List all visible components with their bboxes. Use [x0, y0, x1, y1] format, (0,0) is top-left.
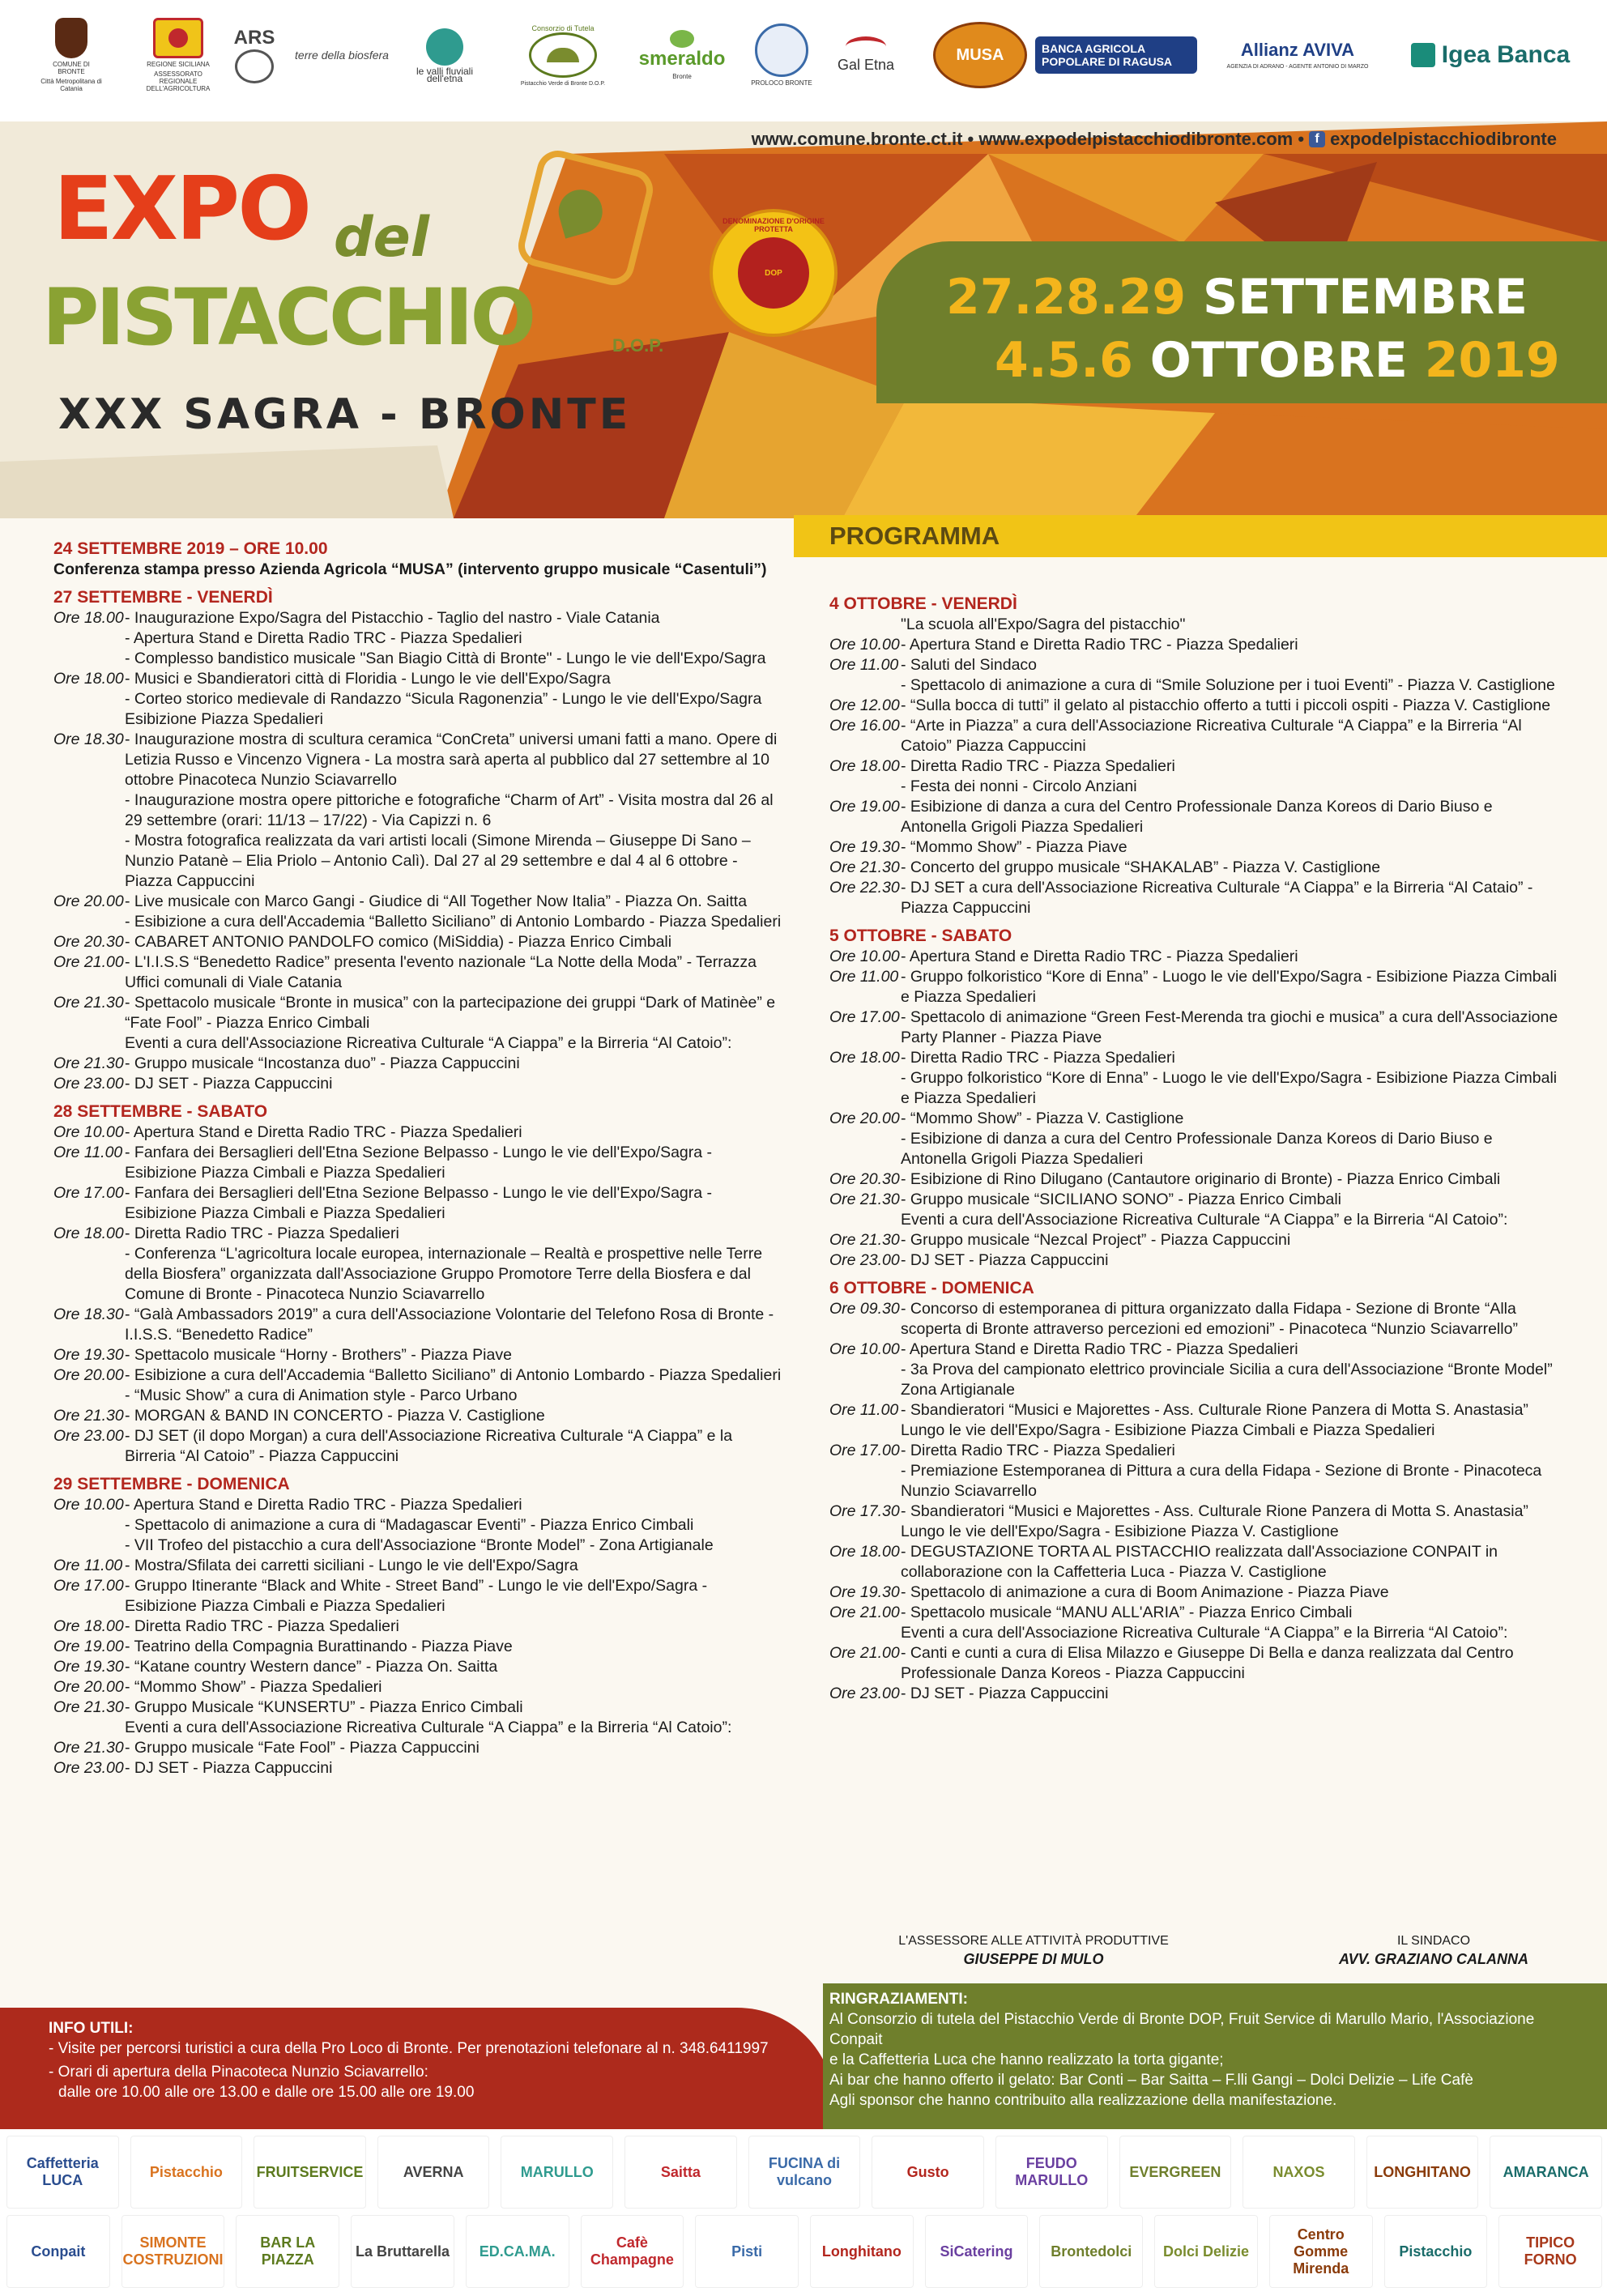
- schedule-row: [53, 1637, 782, 1657]
- event-time: Ore 23.00: [829, 1251, 900, 1269]
- schedule-row: [829, 1109, 1558, 1129]
- title-sagra: XXX SAGRA - BRONTE: [58, 390, 632, 439]
- event-description: - Conferenza “L'agricoltura locale europea, internazionale – Realtà e prospettive nelle Terre della Biosfera” organizzata dall'Associazione Gruppo Promotore Terre della Biosfera e dal Comune di Bronte - Pinacoteca Nunzio Sciavarrello: [125, 1245, 763, 1303]
- schedule-row: [53, 1576, 782, 1617]
- event-description: - Diretta Radio TRC - Piazza Spedalieri: [901, 1049, 1175, 1067]
- title-pistacchio: PISTACCHIO: [42, 272, 534, 363]
- title-expo: EXPO: [53, 159, 310, 260]
- sponsor-logo: Centro Gomme Mirenda: [1269, 2215, 1373, 2288]
- event-description: - Esibizione a cura dell'Accademia “Balletto Siciliano” di Antonio Lombardo - Piazza Spedalieri: [125, 1366, 782, 1384]
- sponsor-logo: Conpait: [6, 2215, 110, 2288]
- event-time: Ore 10.00: [829, 1340, 900, 1358]
- top-sponsor-bar: [0, 0, 1607, 121]
- sponsor-logo: Brontedolci: [1039, 2215, 1143, 2288]
- event-description: - “Mommo Show” - Piazza Piave: [901, 838, 1127, 856]
- event-description: - “Arte in Piazza” a cura dell'Associazione Ricreativa Culturale “A Ciappa” e la Birreria “Al Catoio” Piazza Cappuccini: [901, 717, 1522, 755]
- day-heading: 27 SETTEMBRE - VENERDÌ: [53, 588, 273, 607]
- sponsor-gal-etna: Gal Etna: [829, 18, 902, 92]
- signature-sindaco: IL SINDACO AVV. GRAZIANO CALANNA: [1338, 1934, 1528, 1967]
- event-time: Ore 20.00: [829, 1110, 900, 1127]
- sponsor-banca-agricola: BANCA AGRICOLA POPOLARE DI RAGUSA: [1035, 18, 1197, 92]
- event-description: - Spettacolo musicale “MANU ALL'ARIA” - Piazza Enrico Cimbali: [901, 1604, 1353, 1621]
- event-description: - DJ SET (il dopo Morgan) a cura dell'Associazione Ricreativa Culturale “A Ciappa” e la Birreria “Al Catoio” - Piazza Cappuccini: [125, 1427, 733, 1465]
- sponsor-logo: Pistacchio: [1384, 2215, 1488, 2288]
- event-description: - Saluti del Sindaco: [901, 656, 1038, 674]
- event-time: Ore 23.00: [829, 1685, 900, 1702]
- event-description: - Corteo storico medievale di Randazzo “Sicula Ragonenzia” - Lungo le vie dell'Expo/Sagra Esibizione Piazza Spedalieri: [125, 690, 762, 728]
- title-del: del: [334, 206, 430, 270]
- event-description: - Premiazione Estemporanea di Pittura a cura della Fidapa - Sezione di Bronte - Pinacoteca Nunzio Sciavarrello: [901, 1462, 1542, 1500]
- schedule-row: [829, 1502, 1558, 1542]
- sponsor-logo: Caffetteria LUCA: [6, 2136, 119, 2209]
- schedule-row: [53, 1556, 782, 1576]
- schedule-row: [829, 1542, 1558, 1582]
- title-dop: D.O.P.: [612, 335, 664, 356]
- event-time: Ore 17.00: [829, 1008, 900, 1026]
- event-time: Ore 11.00: [829, 1401, 899, 1419]
- event-time: Ore 18.30: [53, 731, 124, 748]
- info-line: - Orari di apertura della Pinacoteca Nunzio Sciavarrello:: [49, 2064, 428, 2081]
- event-description: - Spettacolo di animazione “Green Fest-Merenda tra giochi e musica” a cura dell'Associazione Party Planner - Piazza Piave: [901, 1008, 1558, 1046]
- event-time: Ore 19.30: [53, 1658, 124, 1676]
- event-time: Ore 19.30: [829, 1583, 900, 1601]
- event-time: Ore 21.30: [53, 1698, 124, 1716]
- sponsor-logo: FUCINA di vulcano: [748, 2136, 861, 2209]
- websites-line: [752, 123, 1557, 155]
- event-time: Ore 20.00: [53, 1366, 124, 1384]
- event-description: - Concerto del gruppo musicale “SHAKALAB” - Piazza V. Castiglione: [901, 858, 1381, 876]
- event-time: Ore 21.00: [829, 1604, 900, 1621]
- event-description: - Diretta Radio TRC - Piazza Spedalieri: [901, 757, 1175, 775]
- event-description: - “Mommo Show” - Piazza V. Castiglione: [901, 1110, 1184, 1127]
- event-time: Ore 21.30: [53, 994, 124, 1012]
- websites-text[interactable]: www.comune.bronte.ct.it • www.expodelpistacchiodibronte.com •: [751, 129, 1305, 149]
- event-description: - Spettacolo musicale “Horny - Brothers” - Piazza Piave: [125, 1346, 512, 1364]
- sponsor-logo: FRUITSERVICE: [254, 2136, 366, 2209]
- proloco-emblem-icon: [755, 23, 808, 77]
- footer-sponsor-strip: [0, 2129, 1607, 2296]
- schedule-row: [829, 878, 1558, 918]
- schedule-row: [829, 947, 1558, 967]
- event-description: - Diretta Radio TRC - Piazza Spedalieri: [125, 1617, 399, 1635]
- event-time: Ore 23.00: [53, 1427, 124, 1445]
- schedule-row: [53, 952, 782, 993]
- schedule-row: [53, 1143, 782, 1183]
- event-description: - DJ SET - Piazza Cappuccini: [125, 1075, 333, 1093]
- event-description: - DEGUSTAZIONE TORTA AL PISTACCHIO realizzata dall'Associazione CONPAIT in collaborazione con la Caffetteria Luca - Piazza V. Castiglione: [901, 1543, 1498, 1581]
- sponsor-logo: Dolci Delizie: [1154, 2215, 1258, 2288]
- event-description: - Apertura Stand e Diretta Radio TRC - Piazza Spedalieri: [125, 629, 522, 647]
- event-description: - Apertura Stand e Diretta Radio TRC - Piazza Spedalieri: [901, 948, 1298, 965]
- schedule-row: [53, 1426, 782, 1467]
- event-time: Ore 21.30: [829, 858, 900, 876]
- schedule-row: [53, 1074, 782, 1094]
- coat-of-arms-icon: [55, 18, 87, 58]
- event-description: - Spettacolo di animazione a cura di “Smile Soluzione per i tuoi Eventi” - Piazza V. Castiglione: [901, 676, 1555, 694]
- event-time: Ore 18.00: [53, 609, 124, 627]
- event-description: - Mostra/Sfilata dei carretti siciliani - Lungo le vie dell'Expo/Sagra: [125, 1557, 578, 1574]
- event-time: Ore 22.30: [829, 879, 900, 897]
- schedule-row: [829, 1441, 1558, 1461]
- event-time: Ore 20.30: [53, 933, 124, 951]
- event-description: - “Mommo Show” - Piazza Spedalieri: [125, 1678, 382, 1696]
- schedule-right-column: [829, 586, 1558, 1704]
- schedule-row: [53, 993, 782, 1033]
- event-description: - Concorso di estemporanea di pittura organizzato dalla Fidapa - Sezione di Bronte “Alla scoperta di Bronte attraverso percezioni ed emozioni” - Pinacoteca “Nunzio Sciavarrello”: [901, 1300, 1518, 1338]
- sponsor-allianz-aviva: Allianz AVIVA AGENZIA DI ADRANO - AGENTE ANTONIO DI MARZO: [1226, 40, 1369, 70]
- sponsor-valli-fluviali: le valli fluviali dell'etna: [400, 18, 489, 92]
- schedule-row: [829, 1250, 1558, 1271]
- event-time: Ore 11.00: [829, 656, 899, 674]
- sponsor-logo: Gusto: [872, 2136, 984, 2209]
- event-time: Ore 11.00: [53, 1144, 123, 1161]
- event-description: - Inaugurazione mostra opere pittoriche e fotografiche “Charm of Art” - Visita mostra dal 26 al 29 settembre (orari: 11/13 – 17/22) - Via Capizzi n. 6: [125, 791, 774, 829]
- event-description: - Canti e cunti a cura di Elisa Milazzo e Giuseppe Di Bella e danza realizzata dal Centro Professionale Danza Koreos - Piazza Cappuccini: [901, 1644, 1514, 1682]
- event-description: - Inaugurazione mostra di scultura ceramica “ConCreta” universi umani fatti a mano. Opere di Letizia Russo e Vincenzo Vignera - La mostra sarà aperta al pubblico dal 27 settembre al 10 ottobre Pinacoteca Nunzio Sciavarrello: [125, 731, 778, 789]
- event-description: - Esibizione di danza a cura del Centro Professionale Danza Koreos di Dario Biuso e Antonella Grigoli Piazza Spedalieri: [901, 1130, 1493, 1168]
- sponsor-logo: FEUDO MARULLO: [995, 2136, 1108, 2209]
- event-description: Eventi a cura dell'Associazione Ricreativa Culturale “A Ciappa” e la Birreria “Al Catoio”:: [125, 1719, 732, 1736]
- event-time: Ore 18.30: [53, 1306, 124, 1323]
- event-time: Ore 20.00: [53, 1678, 124, 1696]
- sponsor-logo: AVERNA: [377, 2136, 490, 2209]
- event-description: - Festa dei nonni - Circolo Anziani: [901, 777, 1137, 795]
- event-description: - Gruppo Itinerante “Black and White - Street Band” - Lungo le vie dell'Expo/Sagra - Esibizione Piazza Cimbali e Piazza Spedalieri: [125, 1577, 708, 1615]
- sponsor-igea-banca: Igea Banca: [1401, 18, 1579, 92]
- event-description: - Apertura Stand e Diretta Radio TRC - Piazza Spedalieri: [901, 1340, 1298, 1358]
- sponsor-logo: TIPICO FORNO: [1498, 2215, 1602, 2288]
- event-description: - Musici e Sbandieratori città di Floridia - Lungo le vie dell'Expo/Sagra: [125, 670, 611, 688]
- sponsor-terre-biosfera: terre della biosfera: [295, 49, 389, 62]
- event-description: - Mostra fotografica realizzata da vari artisti locali (Simone Mirenda – Giuseppe Di Sano – Nunzio Patanè – Elia Priolo – Antonio Calì). Dal 27 al 29 settembre e dal 4 al 6 ottobre - Piazza Cappuccini: [125, 832, 751, 890]
- info-line: dalle ore 10.00 alle ore 13.00 e dalle ore 15.00 alle ore 19.00: [58, 2084, 475, 2101]
- valley-logo-icon: [426, 28, 463, 66]
- schedule-row: [53, 1495, 782, 1515]
- day-heading: 29 SETTEMBRE - DOMENICA: [53, 1475, 290, 1493]
- schedule-row: [829, 635, 1558, 655]
- event-time: Ore 19.00: [829, 798, 900, 816]
- event-time: Ore 10.00: [53, 1123, 124, 1141]
- schedule-row: [53, 1677, 782, 1698]
- sponsor-logo: Saitta: [624, 2136, 737, 2209]
- schedule-row: [53, 1617, 782, 1637]
- sponsor-logo: ED.CA.MA.: [466, 2215, 569, 2288]
- schedule-row: [829, 1190, 1558, 1210]
- schedule-row: [829, 1299, 1558, 1340]
- event-description: - Live musicale con Marco Gangi - Giudice di “All Together Now Italia” - Piazza On. Saitta: [125, 892, 748, 910]
- schedule-row: [53, 1365, 782, 1386]
- event-description: - Inaugurazione Expo/Sagra del Pistacchio - Taglio del nastro - Viale Catania: [125, 609, 660, 627]
- event-description: - Gruppo Musicale “KUNSERTU” - Piazza Enrico Cimbali: [125, 1698, 523, 1716]
- event-time: Ore 19.00: [53, 1638, 124, 1655]
- event-description: - Teatrino della Compagnia Burattinando - Piazza Piave: [125, 1638, 513, 1655]
- sponsor-logo: Pistacchio: [130, 2136, 243, 2209]
- thanks-text: [829, 1989, 1591, 2111]
- event-description: - “Music Show” a cura di Animation style - Parco Urbano: [125, 1387, 518, 1404]
- event-description: - Sbandieratori “Musici e Majorettes - Ass. Culturale Rione Panzera di Motta S. Anastasia” Lungo le vie dell'Expo/Sagra - Esibizione Piazza Cimbali e Piazza Spedalieri: [901, 1401, 1528, 1439]
- sponsor-logo: Longhitano: [810, 2215, 914, 2288]
- event-time: Ore 10.00: [53, 1496, 124, 1514]
- event-time: Ore 21.30: [829, 1191, 900, 1208]
- schedule-row: [829, 797, 1558, 837]
- schedule-row: [53, 1183, 782, 1224]
- schedule-row: [53, 932, 782, 952]
- schedule-row: [53, 1305, 782, 1345]
- event-description: - Spettacolo di animazione a cura di “Madagascar Eventi” - Piazza Enrico Cimbali: [125, 1516, 694, 1534]
- schedule-row: [53, 1122, 782, 1143]
- event-time: Ore 21.30: [829, 1231, 900, 1249]
- sponsor-logo: Cafè Champagne: [581, 2215, 684, 2288]
- event-time: Ore 17.00: [829, 1442, 900, 1459]
- schedule-row: [829, 696, 1558, 716]
- schedule-row: [829, 1340, 1558, 1360]
- event-time: Ore 17.00: [53, 1577, 124, 1595]
- sponsor-logo: Pisti: [695, 2215, 799, 2288]
- info-line: - Visite per percorsi turistici a cura della Pro Loco di Bronte. Per prenotazioni telefonare al n. 348.6411997: [49, 2040, 769, 2057]
- ars-emblem-icon: [235, 49, 274, 83]
- event-description: - CABARET ANTONIO PANDOLFO comico (MiSiddia) - Piazza Enrico Cimbali: [125, 933, 672, 951]
- day-heading: 4 OTTOBRE - VENERDÌ: [829, 594, 1017, 613]
- day-heading: 28 SETTEMBRE - SABATO: [53, 1102, 268, 1121]
- facebook-handle[interactable]: expodelpistacchiodibronte: [1330, 129, 1557, 149]
- event-time: Ore 19.30: [829, 838, 900, 856]
- day-heading: 24 SETTEMBRE 2019 – ORE 10.00: [53, 539, 328, 558]
- event-description: - DJ SET - Piazza Cappuccini: [125, 1759, 333, 1777]
- schedule-row: [53, 608, 782, 628]
- schedule-row: [53, 1054, 782, 1074]
- schedule-row: [53, 1698, 782, 1718]
- schedule-left-column: [53, 531, 782, 1778]
- event-description: - Diretta Radio TRC - Piazza Spedalieri: [901, 1442, 1175, 1459]
- event-description: - Sbandieratori “Musici e Majorettes - Ass. Culturale Rione Panzera di Motta S. Anastasia” Lungo le vie dell'Expo/Sagra - Esibizione Piazza V. Castiglione: [901, 1502, 1528, 1540]
- event-description: - L'I.I.S.S “Benedetto Radice” presenta l'evento nazionale “La Notte della Moda” - Terrazza Uffici comunali di Viale Catania: [125, 953, 757, 991]
- event-time: Ore 09.30: [829, 1300, 900, 1318]
- event-time: Ore 21.00: [829, 1644, 900, 1662]
- sponsor-consorzio-tutela: Consorzio di Tutela Pistacchio Verde di Bronte D.O.P.: [520, 24, 606, 87]
- event-description: - Spettacolo di animazione a cura di Boom Animazione - Piazza Piave: [901, 1583, 1389, 1601]
- schedule-row: [53, 1224, 782, 1244]
- event-description: - Gruppo musicale “Nezcal Project” - Piazza Cappuccini: [901, 1231, 1291, 1249]
- event-description: - Gruppo folkoristico “Kore di Enna” - Luogo le vie dell'Expo/Sagra - Esibizione Piazza Cimbali e Piazza Spedalieri: [901, 1069, 1558, 1107]
- schedule-row: [829, 1007, 1558, 1048]
- event-description: - “Galà Ambassadors 2019” a cura dell'Associazione Volontarie del Telefono Rosa di Bronte - I.I.S.S. “Benedetto Radice”: [125, 1306, 774, 1344]
- schedule-row: [53, 892, 782, 912]
- event-description: Eventi a cura dell'Associazione Ricreativa Culturale “A Ciappa” e la Birreria “Al Catoio”:: [125, 1034, 732, 1052]
- pistachio-seal-icon: [529, 32, 597, 78]
- schedule-row: [829, 756, 1558, 777]
- event-description: - Apertura Stand e Diretta Radio TRC - Piazza Spedalieri: [125, 1123, 522, 1141]
- event-description: - VII Trofeo del pistacchio a cura dell'Associazione “Bronte Model” - Zona Artigianale: [125, 1536, 714, 1554]
- event-time: Ore 17.00: [53, 1184, 124, 1202]
- schedule-row: [829, 1400, 1558, 1441]
- thanks-line: Ai bar che hanno offerto il gelato: Bar Conti – Bar Saitta – F.lli Gangi – Dolci Delizie – Life Cafè: [829, 2072, 1473, 2089]
- event-time: Ore 23.00: [53, 1075, 124, 1093]
- sponsor-logo: NAXOS: [1243, 2136, 1355, 2209]
- event-time: Ore 17.30: [829, 1502, 900, 1520]
- sponsor-logo: EVERGREEN: [1119, 2136, 1232, 2209]
- event-description: - Complesso bandistico musicale "San Biagio Città di Bronte" - Lungo le vie dell'Expo/Sagra: [125, 650, 766, 667]
- event-time: Ore 18.00: [829, 757, 900, 775]
- leaf-icon: [670, 30, 694, 48]
- igea-mark-icon: [1411, 43, 1435, 67]
- event-description: - Fanfara dei Bersaglieri dell'Etna Sezione Belpasso - Lungo le vie dell'Expo/Sagra - Esibizione Piazza Cimbali e Piazza Spedalieri: [125, 1144, 713, 1182]
- dates-line-2: 4.5.6 OTTOBRE 2019: [995, 332, 1560, 389]
- schedule-row: [829, 655, 1558, 675]
- schedule-row: [53, 730, 782, 790]
- schedule-row: [829, 1582, 1558, 1603]
- schedule-row: [53, 1657, 782, 1677]
- event-time: Ore 18.00: [53, 1225, 124, 1242]
- event-time: Ore 11.00: [829, 968, 899, 986]
- thanks-line: Agli sponsor che hanno contribuito alla realizzazione della manifestazione.: [829, 2092, 1337, 2109]
- event-description: - DJ SET - Piazza Cappuccini: [901, 1251, 1109, 1269]
- schedule-row: [829, 1230, 1558, 1250]
- event-description: - Gruppo musicale “SICILIANO SONO” - Piazza Enrico Cimbali: [901, 1191, 1341, 1208]
- thanks-line: e la Caffetteria Luca che hanno realizzato la torta gigante;: [829, 2051, 1224, 2068]
- sponsor-logo: BAR LA PIAZZA: [236, 2215, 339, 2288]
- schedule-row: [829, 1169, 1558, 1190]
- event-time: Ore 10.00: [829, 948, 900, 965]
- event-time: Ore 20.30: [829, 1170, 900, 1188]
- event-time: Ore 11.00: [53, 1557, 123, 1574]
- event-description: - Spettacolo musicale “Bronte in musica” con la partecipazione dei gruppi “Dark of Matinèe” e “Fate Fool” - Piazza Enrico Cimbali: [125, 994, 776, 1032]
- thanks-title: RINGRAZIAMENTI:: [829, 1991, 968, 2008]
- sponsor-musa: MUSA: [931, 18, 1029, 92]
- dop-seal-icon: DENOMINAZIONE D'ORIGINE PROTETTA DOP: [710, 209, 838, 337]
- event-description: - Diretta Radio TRC - Piazza Spedalieri: [125, 1225, 399, 1242]
- press-conference-note: Conferenza stampa presso Azienda Agricola “MUSA” (intervento gruppo musicale “Casentuli”): [53, 560, 767, 578]
- event-time: Ore 12.00: [829, 696, 900, 714]
- event-description: - Fanfara dei Bersaglieri dell'Etna Sezione Belpasso - Lungo le vie dell'Expo/Sagra - Esibizione Piazza Cimbali e Piazza Spedalieri: [125, 1184, 713, 1222]
- trinacria-icon: [153, 18, 203, 58]
- sponsor-proloco: PROLOCO BRONTE: [745, 18, 818, 92]
- event-time: Ore 20.00: [53, 892, 124, 910]
- schedule-row: [53, 1406, 782, 1426]
- info-text: [49, 2018, 794, 2102]
- event-description: - Gruppo musicale “Fate Fool” - Piazza Cappuccini: [125, 1739, 480, 1757]
- event-description: - MORGAN & BAND IN CONCERTO - Piazza V. Castiglione: [125, 1407, 545, 1425]
- schedule-row: [829, 716, 1558, 756]
- event-time: Ore 21.30: [53, 1739, 124, 1757]
- event-description: - Apertura Stand e Diretta Radio TRC - Piazza Spedalieri: [901, 636, 1298, 654]
- event-description: Eventi a cura dell'Associazione Ricreativa Culturale “A Ciappa” e la Birreria “Al Catoio”:: [901, 1624, 1508, 1642]
- event-time: Ore 10.00: [829, 636, 900, 654]
- schedule-row: [53, 1345, 782, 1365]
- event-time: Ore 21.00: [53, 953, 124, 971]
- event-time: Ore 18.00: [53, 1617, 124, 1635]
- day-heading: 5 OTTOBRE - SABATO: [829, 926, 1012, 945]
- signature-assessore: L'ASSESSORE ALLE ATTIVITÀ PRODUTTIVE GIUSEPPE DI MULO: [898, 1934, 1169, 1967]
- programma-title: PROGRAMMA: [829, 522, 1000, 550]
- schedule-row: [53, 1758, 782, 1778]
- schedule-row: [829, 1684, 1558, 1704]
- event-time: Ore 18.00: [53, 670, 124, 688]
- event-description: - Gruppo folkoristico “Kore di Enna” - Luogo le vie dell'Expo/Sagra - Esibizione Piazza Cimbali e Piazza Spedalieri: [901, 968, 1558, 1006]
- sponsor-logo: AMARANCA: [1490, 2136, 1602, 2209]
- event-description: - Esibizione di danza a cura del Centro Professionale Danza Koreos di Dario Biuso e Antonella Grigoli Piazza Spedalieri: [901, 798, 1493, 836]
- event-description: - DJ SET a cura dell'Associazione Ricreativa Culturale “A Ciappa” e la Birreria “Al Cataio” - Piazza Cappuccini: [901, 879, 1533, 917]
- event-time: Ore 23.00: [53, 1759, 124, 1777]
- event-description: - DJ SET - Piazza Cappuccini: [901, 1685, 1109, 1702]
- schedule-row: [829, 1048, 1558, 1068]
- event-time: Ore 18.00: [829, 1543, 900, 1561]
- day-heading: 6 OTTOBRE - DOMENICA: [829, 1279, 1034, 1297]
- schedule-row: [829, 1603, 1558, 1623]
- schedule-row: [829, 837, 1558, 858]
- event-description: - Esibizione di Rino Dilugano (Cantautore originario di Bronte) - Piazza Enrico Cimbali: [901, 1170, 1501, 1188]
- sponsor-ars: ARS: [230, 18, 279, 92]
- schedule-row: [829, 1643, 1558, 1684]
- sponsor-logo: MARULLO: [501, 2136, 613, 2209]
- schedule-row: [53, 1738, 782, 1758]
- dates-line-1: 27.28.29 SETTEMBRE: [946, 269, 1528, 326]
- sponsor-regione-siciliana: REGIONE SICILIANA ASSESSORATO REGIONALE DELL'AGRICOLTURA: [138, 18, 219, 92]
- event-description: - Apertura Stand e Diretta Radio TRC - Piazza Spedalieri: [125, 1496, 522, 1514]
- sponsor-logo: La Bruttarella: [351, 2215, 454, 2288]
- sponsor-comune-bronte: COMUNE DI BRONTE Città Metropolitana di Catania: [39, 18, 104, 92]
- event-description: - 3a Prova del campionato elettrico provinciale Sicilia a cura dell'Associazione “Bronte Model” Zona Artigianale: [901, 1361, 1553, 1399]
- volcano-arc-icon: [846, 36, 886, 57]
- info-title: INFO UTILI:: [49, 2020, 134, 2037]
- sponsor-logo: LONGHITANO: [1366, 2136, 1479, 2209]
- sponsor-logo: SIMONTE COSTRUZIONI: [121, 2215, 225, 2288]
- thanks-line: Al Consorzio di tutela del Pistacchio Verde di Bronte DOP, Fruit Service di Marullo Mario, l'Associazione Conpait: [829, 2011, 1535, 2048]
- facebook-icon: f: [1309, 131, 1325, 147]
- event-description: - Esibizione a cura dell'Accademia “Balletto Siciliano” di Antonio Lombardo - Piazza Spedalieri: [125, 913, 782, 931]
- event-description: Eventi a cura dell'Associazione Ricreativa Culturale “A Ciappa” e la Birreria “Al Catoio”:: [901, 1211, 1508, 1229]
- event-description: - “Sulla bocca di tutti” il gelato al pistacchio offerto a tutti i piccoli ospiti - Piazza V. Castiglione: [901, 696, 1551, 714]
- event-time: Ore 16.00: [829, 717, 900, 735]
- event-time: Ore 19.30: [53, 1346, 124, 1364]
- event-description: - Gruppo musicale “Incostanza duo” - Piazza Cappuccini: [125, 1054, 520, 1072]
- sponsor-logo: SiCatering: [925, 2215, 1029, 2288]
- event-time: Ore 21.30: [53, 1407, 124, 1425]
- schedule-row: [53, 669, 782, 689]
- event-time: Ore 18.00: [829, 1049, 900, 1067]
- event-description: "La scuola all'Expo/Sagra del pistacchio": [901, 616, 1186, 633]
- event-time: Ore 21.30: [53, 1054, 124, 1072]
- sponsor-smeraldo: smeraldo Bronte: [633, 18, 731, 92]
- schedule-row: [829, 858, 1558, 878]
- event-description: - “Katane country Western dance” - Piazza On. Saitta: [125, 1658, 498, 1676]
- schedule-row: [829, 967, 1558, 1007]
